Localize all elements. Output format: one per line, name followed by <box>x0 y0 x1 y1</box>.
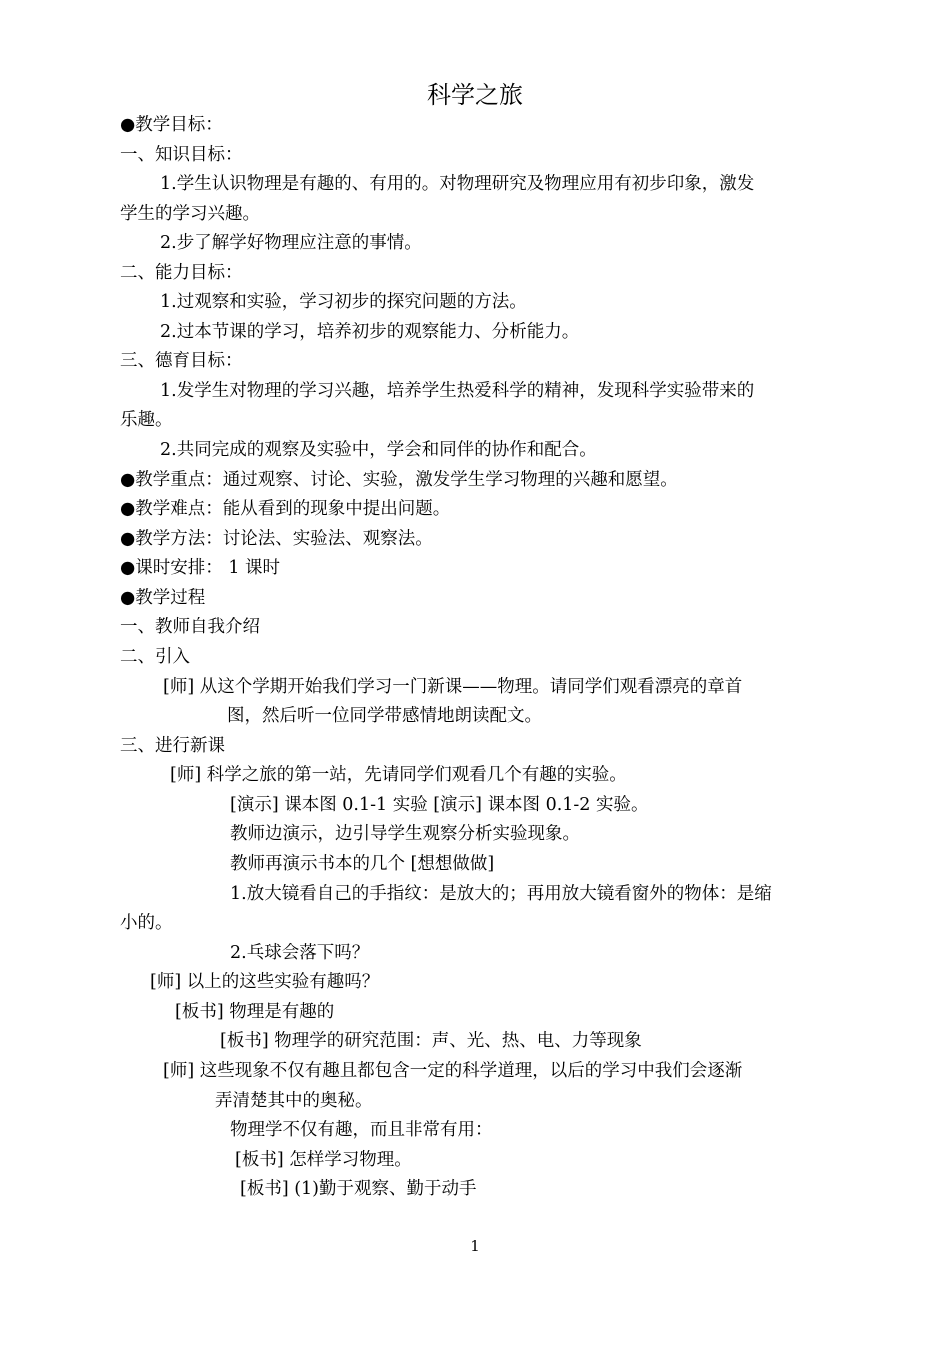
demo-again: 教师再演示书本的几个 [想想做做] <box>230 854 495 874</box>
magnifier-line-2: 小的。 <box>120 913 173 933</box>
goals-heading: ●教学目标： <box>120 115 223 135</box>
intro-line-2: 图，然后听一位同学带感情地朗读配文。 <box>227 706 542 726</box>
board-note-2: [板书] 物理学的研究范围：声、光、热、电、力等现象 <box>220 1031 642 1051</box>
step-3: 三、进行新课 <box>120 736 225 756</box>
moral-heading: 三、德育目标： <box>120 351 243 371</box>
reason-line-2: 弄清楚其中的奥秘。 <box>215 1091 373 1111</box>
ability-heading: 二、能力目标： <box>120 263 243 283</box>
board-note-4: [板书] (1)勤于观察、勤于动手 <box>240 1179 477 1199</box>
moral-item-2: 2.共同完成的观察及实验中，学会和同伴的协作和配合。 <box>160 440 597 460</box>
reason-line-1: [师] 这些现象不仅有趣且都包含一定的科学道理，以后的学习中我们会逐渐 <box>163 1061 743 1081</box>
intro-line-1: [师] 从这个学期开始我们学习一门新课——物理。请同学们观看漂亮的章首 <box>163 677 743 697</box>
ability-item-1: 1.过观察和实验，学习初步的探究问题的方法。 <box>160 292 527 312</box>
knowledge-heading: 一、知识目标： <box>120 145 243 165</box>
useful-line: 物理学不仅有趣，而且非常有用： <box>230 1120 493 1140</box>
new-lesson-line-1: [师] 科学之旅的第一站，先请同学们观看几个有趣的实验。 <box>170 765 627 785</box>
board-note-3: [板书] 怎样学习物理。 <box>235 1150 412 1170</box>
knowledge-item-1-line-1: 1.学生认识物理是有趣的、有用的。对物理研究及物理应用有初步印象，激发 <box>160 174 755 194</box>
knowledge-item-1-line-2: 学生的学习兴趣。 <box>120 204 260 224</box>
process-heading: ●教学过程 <box>120 588 206 608</box>
ability-item-2: 2.过本节课的学习，培养初步的观察能力、分析能力。 <box>160 322 580 342</box>
page-title: 科学之旅 <box>427 81 523 109</box>
key-point: ●教学重点：通过观察、讨论、实验，激发学生学习物理的兴趣和愿望。 <box>120 470 678 490</box>
moral-item-1-line-2: 乐趣。 <box>120 410 173 430</box>
schedule: ●课时安排： 1 课时 <box>120 558 281 578</box>
demo-guide: 教师边演示，边引导学生观察分析实验现象。 <box>230 824 580 844</box>
teaching-method: ●教学方法：讨论法、实验法、观察法。 <box>120 529 433 549</box>
board-note-1: [板书] 物理是有趣的 <box>175 1002 335 1022</box>
knowledge-item-2: 2.步了解学好物理应注意的事情。 <box>160 233 422 253</box>
pingpong-line: 2.乓球会落下吗？ <box>230 943 370 963</box>
step-1: 一、教师自我介绍 <box>120 617 260 637</box>
demo-line: [演示] 课本图 0.1-1 实验 [演示] 课本图 0.1-2 实验。 <box>230 795 649 815</box>
magnifier-line-1: 1.放大镜看自己的手指纹：是放大的；再用放大镜看窗外的物体：是缩 <box>230 884 772 904</box>
page-number: 1 <box>470 1237 480 1255</box>
difficulty: ●教学难点：能从看到的现象中提出问题。 <box>120 499 451 519</box>
teacher-question: [师] 以上的这些实验有趣吗？ <box>150 972 380 992</box>
step-2: 二、引入 <box>120 647 190 667</box>
moral-item-1-line-1: 1.发学生对物理的学习兴趣，培养学生热爱科学的精神，发现科学实验带来的 <box>160 381 755 401</box>
